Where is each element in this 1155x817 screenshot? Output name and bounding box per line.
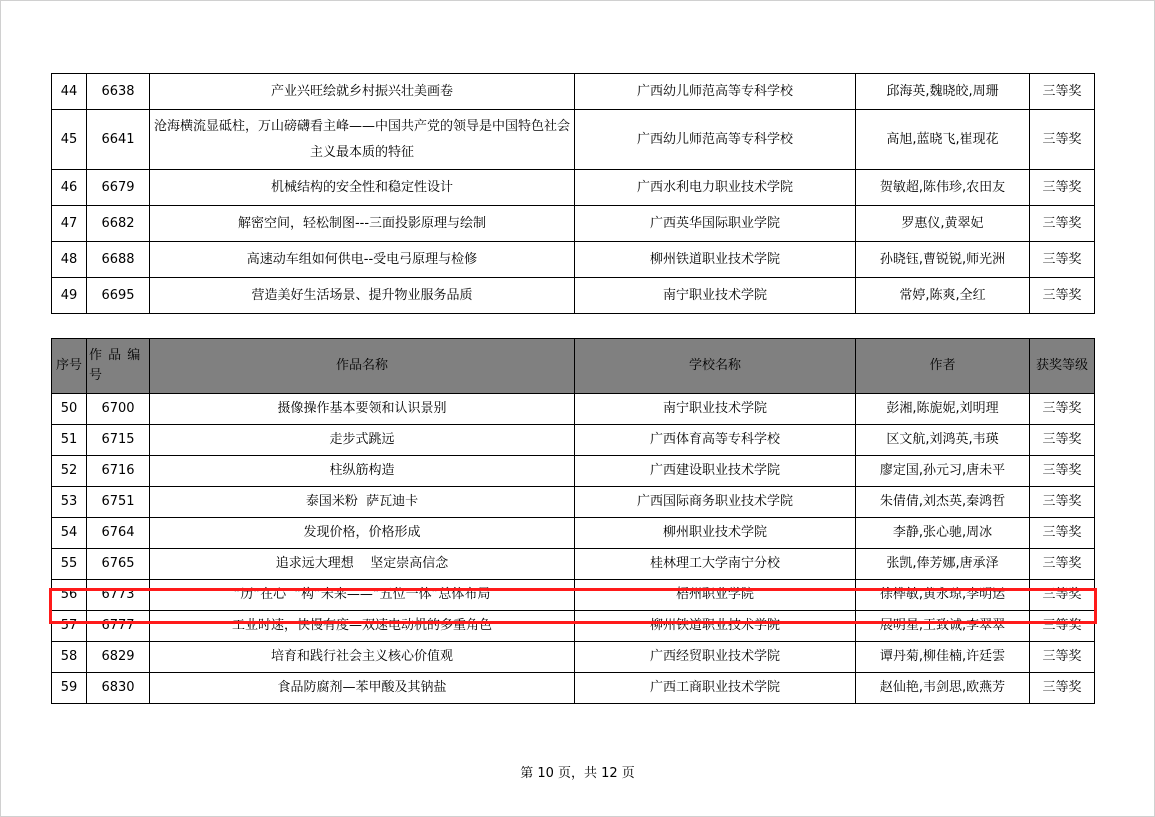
seq-cell: 58 (52, 642, 87, 673)
title-cell: 营造美好生活场景、提升物业服务品质 (150, 278, 575, 314)
code-cell: 6682 (87, 206, 150, 242)
code-cell: 6638 (87, 74, 150, 110)
award-cell: 三等奖 (1030, 110, 1095, 170)
code-cell: 6715 (87, 425, 150, 456)
table-row (52, 518, 1095, 549)
title-cell: 解密空间，轻松制图---三面投影原理与绘制 (150, 206, 575, 242)
award-cell: 三等奖 (1030, 673, 1095, 704)
authors-cell: 邱海英,魏晓皎,周珊 (856, 74, 1030, 110)
authors-cell: 高旭,蓝晓飞,崔现花 (856, 110, 1030, 170)
seq-cell: 52 (52, 456, 87, 487)
authors-cell: 孙晓钰,曹锐锐,师光洲 (856, 242, 1030, 278)
title-cell: 食品防腐剂—苯甲酸及其钠盐 (150, 673, 575, 704)
authors-cell: 贺敏超,陈伟珍,农田友 (856, 170, 1030, 206)
seq-cell: 59 (52, 673, 87, 704)
seq-cell: 56 (52, 580, 87, 611)
code-cell: 6764 (87, 518, 150, 549)
school-cell: 柳州铁道职业技术学院 (575, 242, 856, 278)
code-cell: 6830 (87, 673, 150, 704)
authors-cell: 张凯,俸芳娜,唐承泽 (856, 549, 1030, 580)
table-row (52, 425, 1095, 456)
seq-cell: 49 (52, 278, 87, 314)
table-row (52, 642, 1095, 673)
award-cell: 三等奖 (1030, 549, 1095, 580)
title-cell: 泰国米粉 萨瓦迪卡 (150, 487, 575, 518)
award-cell: 三等奖 (1030, 242, 1095, 278)
awards-table-bottom (51, 338, 1095, 704)
header-school: 学校名称 (575, 339, 856, 394)
school-cell: 广西幼儿师范高等专科学校 (575, 74, 856, 110)
title-cell: 摄像操作基本要领和认识景别 (150, 394, 575, 425)
title-cell: 走步式跳远 (150, 425, 575, 456)
seq-cell: 55 (52, 549, 87, 580)
code-cell: 6700 (87, 394, 150, 425)
header-title: 作品名称 (150, 339, 575, 394)
seq-cell: 45 (52, 110, 87, 170)
title-cell: 高速动车组如何供电--受电弓原理与检修 (150, 242, 575, 278)
school-cell: 广西国际商务职业技术学院 (575, 487, 856, 518)
code-cell: 6641 (87, 110, 150, 170)
header-seq: 序号 (52, 339, 87, 394)
code-cell: 6688 (87, 242, 150, 278)
title-cell: “历“在心 “构”未来——“五位一体”总体布局 (150, 580, 575, 611)
school-cell: 南宁职业技术学院 (575, 278, 856, 314)
school-cell: 广西英华国际职业学院 (575, 206, 856, 242)
table-row-highlighted (52, 580, 1095, 611)
school-cell: 梧州职业学院 (575, 580, 856, 611)
title-cell: 机械结构的安全性和稳定性设计 (150, 170, 575, 206)
code-cell: 6773 (87, 580, 150, 611)
award-cell: 三等奖 (1030, 642, 1095, 673)
table-row (52, 74, 1095, 110)
seq-cell: 46 (52, 170, 87, 206)
title-cell: 柱纵筋构造 (150, 456, 575, 487)
authors-cell: 罗惠仪,黄翠妃 (856, 206, 1030, 242)
title-cell: 沧海横流显砥柱，万山磅礴看主峰——中国共产党的领导是中国特色社会主义最本质的特征 (150, 110, 575, 170)
authors-cell: 区文航,刘鸿英,韦瑛 (856, 425, 1030, 456)
award-cell: 三等奖 (1030, 278, 1095, 314)
title-cell: 工业时速，快慢有度—双速电动机的多重角色 (150, 611, 575, 642)
authors-cell: 谭丹菊,柳佳楠,许廷雲 (856, 642, 1030, 673)
authors-cell: 赵仙艳,韦剑思,欧燕芳 (856, 673, 1030, 704)
authors-cell: 朱倩倩,刘杰英,秦鸿哲 (856, 487, 1030, 518)
code-cell: 6829 (87, 642, 150, 673)
code-cell: 6751 (87, 487, 150, 518)
authors-cell: 常婷,陈爽,全红 (856, 278, 1030, 314)
award-cell: 三等奖 (1030, 518, 1095, 549)
award-cell: 三等奖 (1030, 580, 1095, 611)
award-cell: 三等奖 (1030, 394, 1095, 425)
table-row (52, 110, 1095, 170)
award-cell: 三等奖 (1030, 456, 1095, 487)
seq-cell: 50 (52, 394, 87, 425)
seq-cell: 54 (52, 518, 87, 549)
seq-cell: 51 (52, 425, 87, 456)
code-cell: 6765 (87, 549, 150, 580)
header-row (52, 339, 1095, 394)
authors-cell: 展明星,王致诚,李翠翠 (856, 611, 1030, 642)
title-cell: 产业兴旺绘就乡村振兴壮美画卷 (150, 74, 575, 110)
school-cell: 广西工商职业技术学院 (575, 673, 856, 704)
award-cell: 三等奖 (1030, 487, 1095, 518)
seq-cell: 47 (52, 206, 87, 242)
table-row (52, 673, 1095, 704)
award-cell: 三等奖 (1030, 425, 1095, 456)
code-cell: 6777 (87, 611, 150, 642)
title-cell: 追求远大理想 坚定崇高信念 (150, 549, 575, 580)
award-cell: 三等奖 (1030, 611, 1095, 642)
title-cell: 培育和践行社会主义核心价值观 (150, 642, 575, 673)
table-row (52, 206, 1095, 242)
award-cell: 三等奖 (1030, 206, 1095, 242)
seq-cell: 48 (52, 242, 87, 278)
school-cell: 广西幼儿师范高等专科学校 (575, 110, 856, 170)
authors-cell: 徐桦敏,黄永琼,李明运 (856, 580, 1030, 611)
school-cell: 桂林理工大学南宁分校 (575, 549, 856, 580)
page-number-footer: 第 10 页，共 12 页 (520, 766, 635, 781)
header-authors: 作者 (856, 339, 1030, 394)
seq-cell: 44 (52, 74, 87, 110)
school-cell: 广西体育高等专科学校 (575, 425, 856, 456)
table-row (52, 170, 1095, 206)
seq-cell: 53 (52, 487, 87, 518)
table-row (52, 278, 1095, 314)
table-row (52, 549, 1095, 580)
school-cell: 广西水利电力职业技术学院 (575, 170, 856, 206)
authors-cell: 廖定国,孙元习,唐未平 (856, 456, 1030, 487)
school-cell: 柳州铁道职业技术学院 (575, 611, 856, 642)
award-cell: 三等奖 (1030, 170, 1095, 206)
school-cell: 广西建设职业技术学院 (575, 456, 856, 487)
seq-cell: 57 (52, 611, 87, 642)
table-row (52, 394, 1095, 425)
header-code: 作 品 编 号 (87, 339, 150, 394)
school-cell: 广西经贸职业技术学院 (575, 642, 856, 673)
header-award: 获奖等级 (1030, 339, 1095, 394)
award-cell: 三等奖 (1030, 74, 1095, 110)
title-cell: 发现价格，价格形成 (150, 518, 575, 549)
table-row (52, 611, 1095, 642)
table-row (52, 242, 1095, 278)
code-cell: 6716 (87, 456, 150, 487)
school-cell: 南宁职业技术学院 (575, 394, 856, 425)
table-row (52, 487, 1095, 518)
awards-table-top (51, 73, 1095, 314)
authors-cell: 彭湘,陈旎妮,刘明理 (856, 394, 1030, 425)
code-cell: 6679 (87, 170, 150, 206)
authors-cell: 李静,张心驰,周冰 (856, 518, 1030, 549)
table-row (52, 456, 1095, 487)
code-cell: 6695 (87, 278, 150, 314)
school-cell: 柳州职业技术学院 (575, 518, 856, 549)
